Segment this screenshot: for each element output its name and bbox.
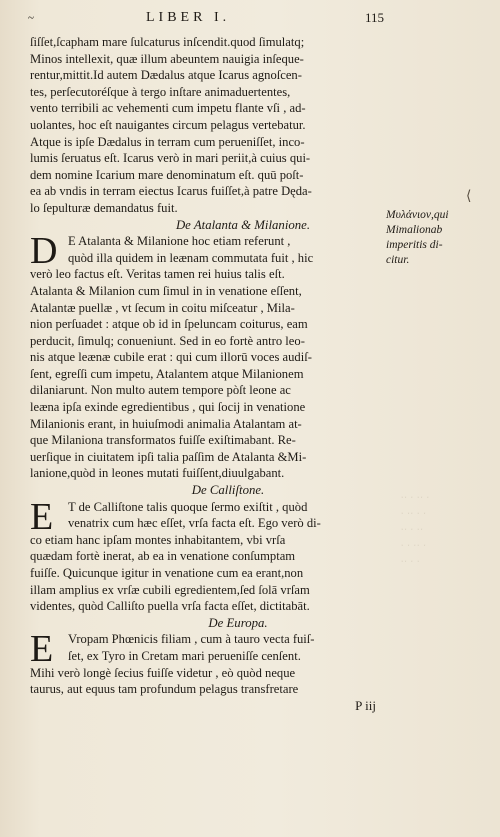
text-line: videntes, quòd Calliſto puella vrſa facta eſſet, dictitabāt. — [30, 599, 310, 614]
text-line: Minos intellexit, quæ illum abeuntem nauigia inſeque- — [30, 51, 304, 66]
text-line: co etiam hanc ipſam montes inhabitantem, vbi vrſa — [30, 532, 286, 547]
text-line: venatrix cum hæc eſſet, vrſa facta eſt. Ego verò di- — [68, 516, 321, 531]
show-through-texture: ˑˑ ˑ ˑˑ ˑ ˑ ˑˑ ˑ ˑ ˑˑ ˑ ˑˑ ˑ ˑ ˑˑ ˑ ˑˑ ˑ ˑ — [400, 491, 430, 569]
margin-note-line: Μυλάνιον,qui — [386, 209, 449, 221]
text-line: ea ab vndis in terram eiectus Icarus fuiſſet,à patre Dęda- — [30, 184, 312, 199]
text-line: dem nomine Icarium mare denominatum eſt. quū poſt- — [30, 167, 304, 182]
text-line: quòd illa quidem in leænam commutata fuit , hic — [68, 250, 314, 265]
section-heading-callisto: De Calliſtone. — [191, 483, 265, 498]
text-line: tes, perſecutoréſque à tergo inſtare animaduertentes, — [30, 84, 291, 99]
text-line: Atalantæ puellæ , vt ſecum in coitu miſceatur , Mila- — [30, 300, 295, 315]
page-number: 115 — [364, 10, 384, 25]
text-line: leæna ipſa exinde egredientibus , qui ſocij in venatione — [30, 400, 306, 415]
section-heading-europa: De Europa. — [208, 615, 268, 630]
text-line: illam amplius ex vrſæ cubili egredientem,ſed ſolā vrſam — [30, 582, 310, 597]
text-line: que Milaniona transformatos fuiſſe exiſtimabant. Re- — [30, 433, 296, 448]
text-line: verò leo factus eſt. Veritas tamen rei huius talis eſt. — [30, 267, 285, 282]
text-line: rentur,mittit.Id autem Dædalus atque Icarus agnoſcen- — [30, 68, 302, 83]
margin-bracket-mark: ⟨ — [466, 189, 472, 204]
marginal-note — [386, 208, 496, 268]
text-line: Vropam Phœnicis filiam , cum à tauro vecta fuiſ- — [68, 632, 315, 647]
text-line: nion perſuadet : atque ob id in ſpeluncam coiturus, eam — [30, 317, 308, 332]
text-line: lanione,quòd in leones mutati fuiſſent,diuulgabant. — [30, 466, 285, 481]
drop-cap: D — [30, 230, 58, 273]
text-line: fuiſſe. Quicunque igitur in venatione cum ea erant,non — [30, 566, 304, 580]
text-line: Atque is ipſe Dædalus in terram cum perueniſſet, inco- — [30, 134, 305, 149]
main-text — [30, 34, 386, 714]
margin-note-line: Mimalionab — [386, 224, 443, 236]
text-line: dilaniarunt. Non multo autem tempore pòſt leone ac — [30, 383, 291, 398]
running-head — [28, 10, 384, 32]
text-line: Milanionis erant, in huiuſmodi animalia Atalantam at- — [30, 416, 302, 431]
signature-mark: P iij — [355, 697, 376, 713]
text-line: ſiſſet,ſcapham mare ſulcaturus inſcendit.quod ſimulatq; — [30, 35, 305, 49]
margin-note-line: imperitis di- — [386, 239, 443, 251]
drop-cap: E — [30, 628, 54, 671]
running-head-title: LIBER I. — [146, 10, 231, 25]
text-line: Atalanta & Milanion cum ſimul in in venatione eſſent, — [30, 283, 302, 298]
text-line: quædam fortè inerat, ab ea in venatione conſumptam — [30, 549, 296, 564]
section-heading-atalanta: De Atalanta & Milanione. — [175, 217, 311, 232]
text-line: E Atalanta & Milanione hoc etiam referunt , — [68, 234, 291, 249]
text-line: vento terribili ac vehementi cum impetu flante vſi , ad- — [30, 101, 306, 116]
text-line: ſent, egreſſi cum impetu, Atalantem atque Milanionem — [30, 366, 304, 381]
text-line: nis atque leænæ cubile erat : qui cum illorū voces audiſ- — [30, 350, 312, 365]
paragraph-callisto — [30, 495, 386, 615]
text-line: T de Calliſtone talis quoque ſermo exiſtit , quòd — [68, 499, 308, 514]
text-line: lo ſepulturæ demandatus fuit. — [30, 200, 178, 215]
text-line: ſet, ex Tyro in Cretam mari perueniſſe cenſent. — [68, 648, 301, 663]
text-line: uolantes, hoc eſt nauigantes circum pelagus vertebatur. — [30, 117, 306, 132]
paragraph-atalanta — [30, 230, 386, 482]
running-head-mark: ~ — [28, 12, 34, 24]
text-line: lumis ſeruatus eſt. Icarus verò in mari periit,à cuius qui- — [30, 151, 311, 166]
text-line: taurus, aut equus tam profundum pelagus transfretare — [30, 682, 299, 697]
drop-cap: E — [30, 495, 54, 538]
paragraph-daedalus — [30, 34, 386, 217]
text-line: Mihi verò longè ſecius fuiſſe videtur , eò quòd neque — [30, 665, 296, 680]
text-line: perducit, ſimulq; conueniunt. Sed in eo fortè antro leo- — [30, 333, 305, 348]
text-line: uerſique in ciuitatem ipſi talia paſſim de Atalanta &Mi- — [30, 449, 307, 464]
margin-note-line: citur. — [386, 254, 410, 266]
paragraph-europa — [30, 628, 386, 697]
